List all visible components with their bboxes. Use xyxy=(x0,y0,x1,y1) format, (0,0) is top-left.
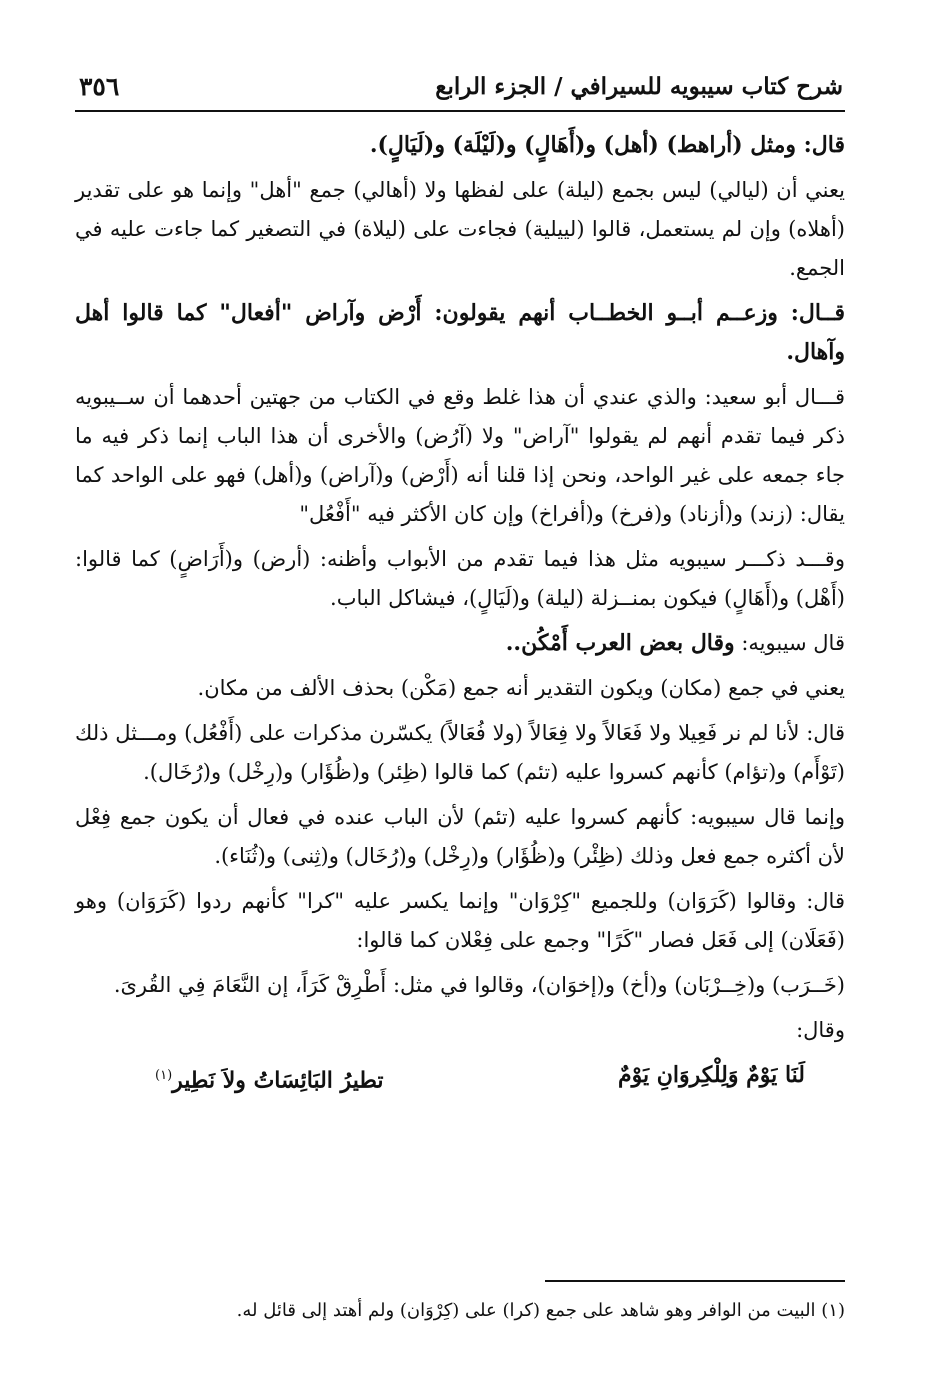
running-header xyxy=(75,62,845,112)
paragraph: قال: وقالوا (كَرَوَان) وللجميع "كِرْوَان" وإنما يكسر عليه "كرا" كأنهم ردوا (كَرَوَان) وهو (فَعَلَان) إلى فَعَل فصار "كَرًا" وجمع على فِعْلان كما قالوا: xyxy=(75,889,845,952)
verse-second-hemistich xyxy=(155,1056,384,1100)
page-number: ٣٥٦ xyxy=(79,71,120,101)
paragraph: يعني أن (ليالي) ليس بجمع (ليلة) على لفظها ولا (أهالي) جمع "أهل" وإنما هو على تقدير (أهلاه) وإن لم يستعمل، قالوا (لييلية) فجاءت على (ليلاة) في التصغير كما جاءت عليه في الجمع. xyxy=(75,178,845,280)
footnote: (١) البيت من الوافر وهو شاهد على جمع (كرا) على (كِرْوَان) ولم أهتد إلى قائل له. xyxy=(236,1300,845,1321)
footnote-marker: (١) xyxy=(155,1068,173,1083)
book-page xyxy=(75,62,845,1362)
paragraph: (خَــرَب) و(خِــرْبَان) و(أخ) و(إخوَان)، وقالوا في مثل: أَطْرِقْ كَرَاً، إن النَّعَامَ فِي القُرىَ. xyxy=(113,973,845,997)
paragraph: قــال: وزعــم أبــو الخطــاب أنهم يقولون: أَرْض وآراض "أفعال" كما قالوا أهل وآهال. xyxy=(75,300,845,365)
footnote-divider xyxy=(545,1280,845,1282)
verse-second-text: تطيرُ البَائِسَاتُ ولاَ نَطِير xyxy=(172,1067,384,1094)
paragraph: وإنما قال سيبويه: كأنهم كسروا عليه (تئم) لأن الباب عنده في فعال أن يكون جمع فِعْل لأن أكثره جمع فعل وذلك (ظِئْر) و(ظُؤَار) و(رِخْل) و(رُخَال) و(ثِنى) و(ثُنَاء). xyxy=(75,805,845,868)
paragraph-prefix: قال سيبويه: xyxy=(734,631,845,655)
poetry-verse xyxy=(75,1056,845,1100)
verse-label: وقال: xyxy=(796,1018,845,1042)
running-title: شرح كتاب سيبويه للسيرافي / الجزء الرابع xyxy=(435,72,843,100)
paragraph: وقـــد ذكـــر سيبويه مثل هذا فيما تقدم من الأبواب وأظنه: (أرض) و(أَرَاضٍ) كما قالوا: (أَهْل) و(أَهَالٍ) فيكون بمنــزلة (ليلة) و(لَيَالٍ)، فيشاكل الباب. xyxy=(75,547,845,610)
paragraph: قال: ومثل (أراهط) (أهل) و(أَهَالٍ) و(لَيْلَة) و(لَيَالٍ). xyxy=(369,132,845,158)
paragraph: قال: لأنا لم نر فَعِيلا ولا فَعَالاً ولا فِعَالاً (ولا فُعَالاً) يكسّرن مذكرات على (أَفْعُل) ومـــثل ذلك (تَوْأَم) و(تؤام) كأنهم كسروا عليه (تئم) كما قالوا (ظِئر) و(ظُؤَار) و(رِخْل) و(رُخَال). xyxy=(75,721,845,784)
paragraph: يعني في جمع (مكان) ويكون التقدير أنه جمع (مَكْن) بحذف الألف من مكان. xyxy=(197,676,845,700)
paragraph: قـــال أبو سعيد: والذي عندي أن هذا غلط وقع في الكتاب من جهتين أحدهما أن ســيبويه ذكر فيما تقدم أنهم لم يقولوا "آراض" ولا (آرُض) والأخرى أن هذا الباب إنما ذكر فيه ما جاء جمعه على غير الواحد، ونحن إذا قلنا أنه (أَرْض) و(آراض) و(أهل) فهو على الواحد كما يقال: (زند) و(أزناد) و(فرخ) و(أفراخ) وإن كان الأكثر فيه "أَفْعُل" xyxy=(75,385,845,526)
paragraph xyxy=(75,624,845,663)
page-body xyxy=(75,126,845,1100)
quote-text: وقال بعض العرب أَمْكُن.. xyxy=(505,630,735,656)
verse-first-hemistich: لَنَا يَوْمٌ وَلِلْكِروَانِ يَوْمٌ xyxy=(617,1062,805,1088)
